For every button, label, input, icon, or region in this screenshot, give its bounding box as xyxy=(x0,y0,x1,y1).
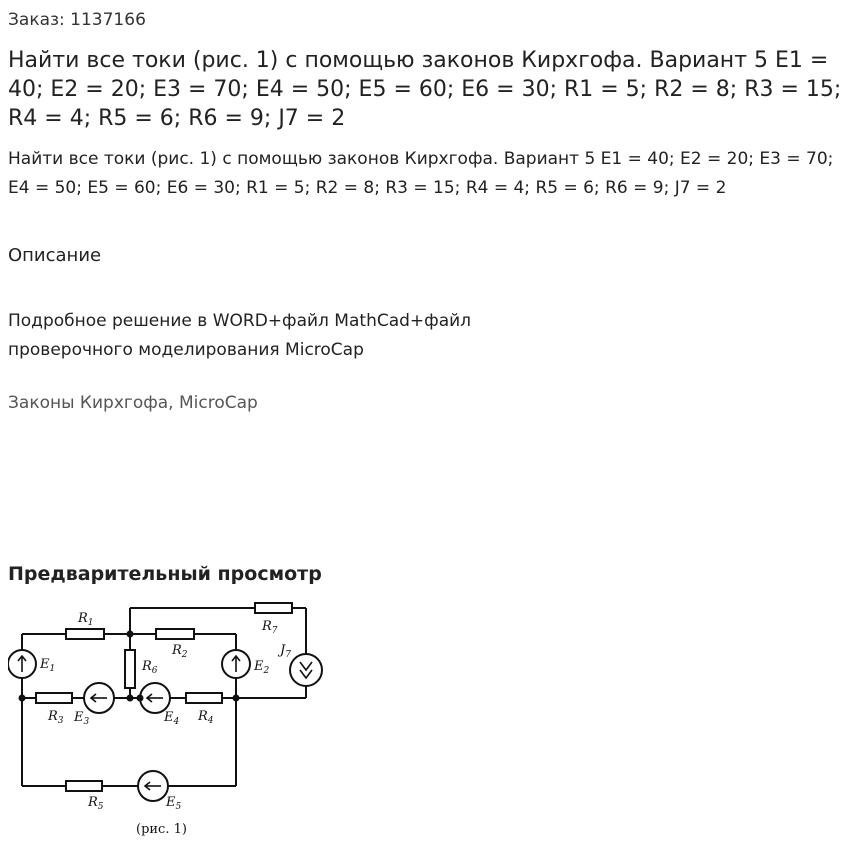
svg-text:E3: $E_3$ xyxy=(74,710,90,727)
svg-text:R6: $R_6$ xyxy=(142,659,158,676)
label-r4: R xyxy=(198,709,208,724)
label-r3: R xyxy=(48,709,58,724)
svg-text:J7: $J_7$ xyxy=(277,643,291,660)
preview-image xyxy=(8,600,338,840)
label-r7: R xyxy=(262,619,272,634)
label-r1: R xyxy=(78,611,88,626)
description-text: Найти все токи (рис. 1) с помощью законов Кирхгофа. Вариант 5 E1 = 40; E2 = 20; E3 = 70; E4 = 50; E5 = 60; E6 = 30; R1 = 5; R2 = 8; R3 = 15; R4 = 4; R5 = 6; R6 = 9; J7 = 2 xyxy=(8,149,834,198)
svg-text:R4: $R_4$ xyxy=(198,709,214,726)
tags-text[interactable]: Законы Кирхгофа, MicroCap xyxy=(8,393,258,413)
solution-details xyxy=(8,307,568,365)
svg-text:E4: $E_4$ xyxy=(164,710,180,727)
resistor-r4 xyxy=(186,693,222,703)
resistor-r5 xyxy=(66,781,102,791)
svg-text:E1: $E_1$ xyxy=(40,657,56,674)
svg-text:R7: $R_7$ xyxy=(262,619,278,636)
label-e5: E xyxy=(166,795,176,810)
order-number: Заказ: 1137166 xyxy=(8,10,146,30)
label-e1: E xyxy=(40,657,50,672)
circuit-diagram xyxy=(8,600,338,840)
svg-text:R2: $R_2$ xyxy=(172,643,188,660)
resistor-r6 xyxy=(125,650,135,688)
svg-text:E5: $E_5$ xyxy=(166,795,182,812)
preview-heading: Предварительный просмотр xyxy=(8,563,322,585)
label-r5: R xyxy=(88,795,98,810)
figure-caption: (рис. 1) xyxy=(136,822,187,837)
svg-text:R3: $R_3$ xyxy=(48,709,64,726)
label-r2: R xyxy=(172,643,182,658)
label-r6: R xyxy=(142,659,152,674)
page-title: Найти все токи (рис. 1) с помощью законов Кирхгофа. Вариант 5 E1 = 40; E2 = 20; E3 = 70; E4 = 50; E5 = 60; E6 = 30; R1 = 5; R2 = 8; R3 = 15; R4 = 4; R5 = 6; R6 = 9; J7 = 2 xyxy=(8,48,842,131)
resistor-r3 xyxy=(36,693,72,703)
description-heading: Описание xyxy=(8,245,102,266)
svg-text:R1: $R_1$ xyxy=(78,611,94,628)
label-j7: J xyxy=(280,643,286,658)
resistor-r1 xyxy=(66,629,104,639)
label-e2: E xyxy=(254,659,264,674)
solution-details-line-2: проверочного моделирования MicroCap xyxy=(8,340,364,360)
svg-text:E2: $E_2$ xyxy=(254,659,270,676)
svg-text:R5: $R_5$ xyxy=(88,795,104,812)
label-e4: E xyxy=(164,710,174,725)
label-e3: E xyxy=(74,710,84,725)
resistor-r2 xyxy=(156,629,194,639)
resistor-r7 xyxy=(255,603,292,613)
solution-details-line-1: Подробное решение в WORD+файл MathCad+файл xyxy=(8,311,472,331)
